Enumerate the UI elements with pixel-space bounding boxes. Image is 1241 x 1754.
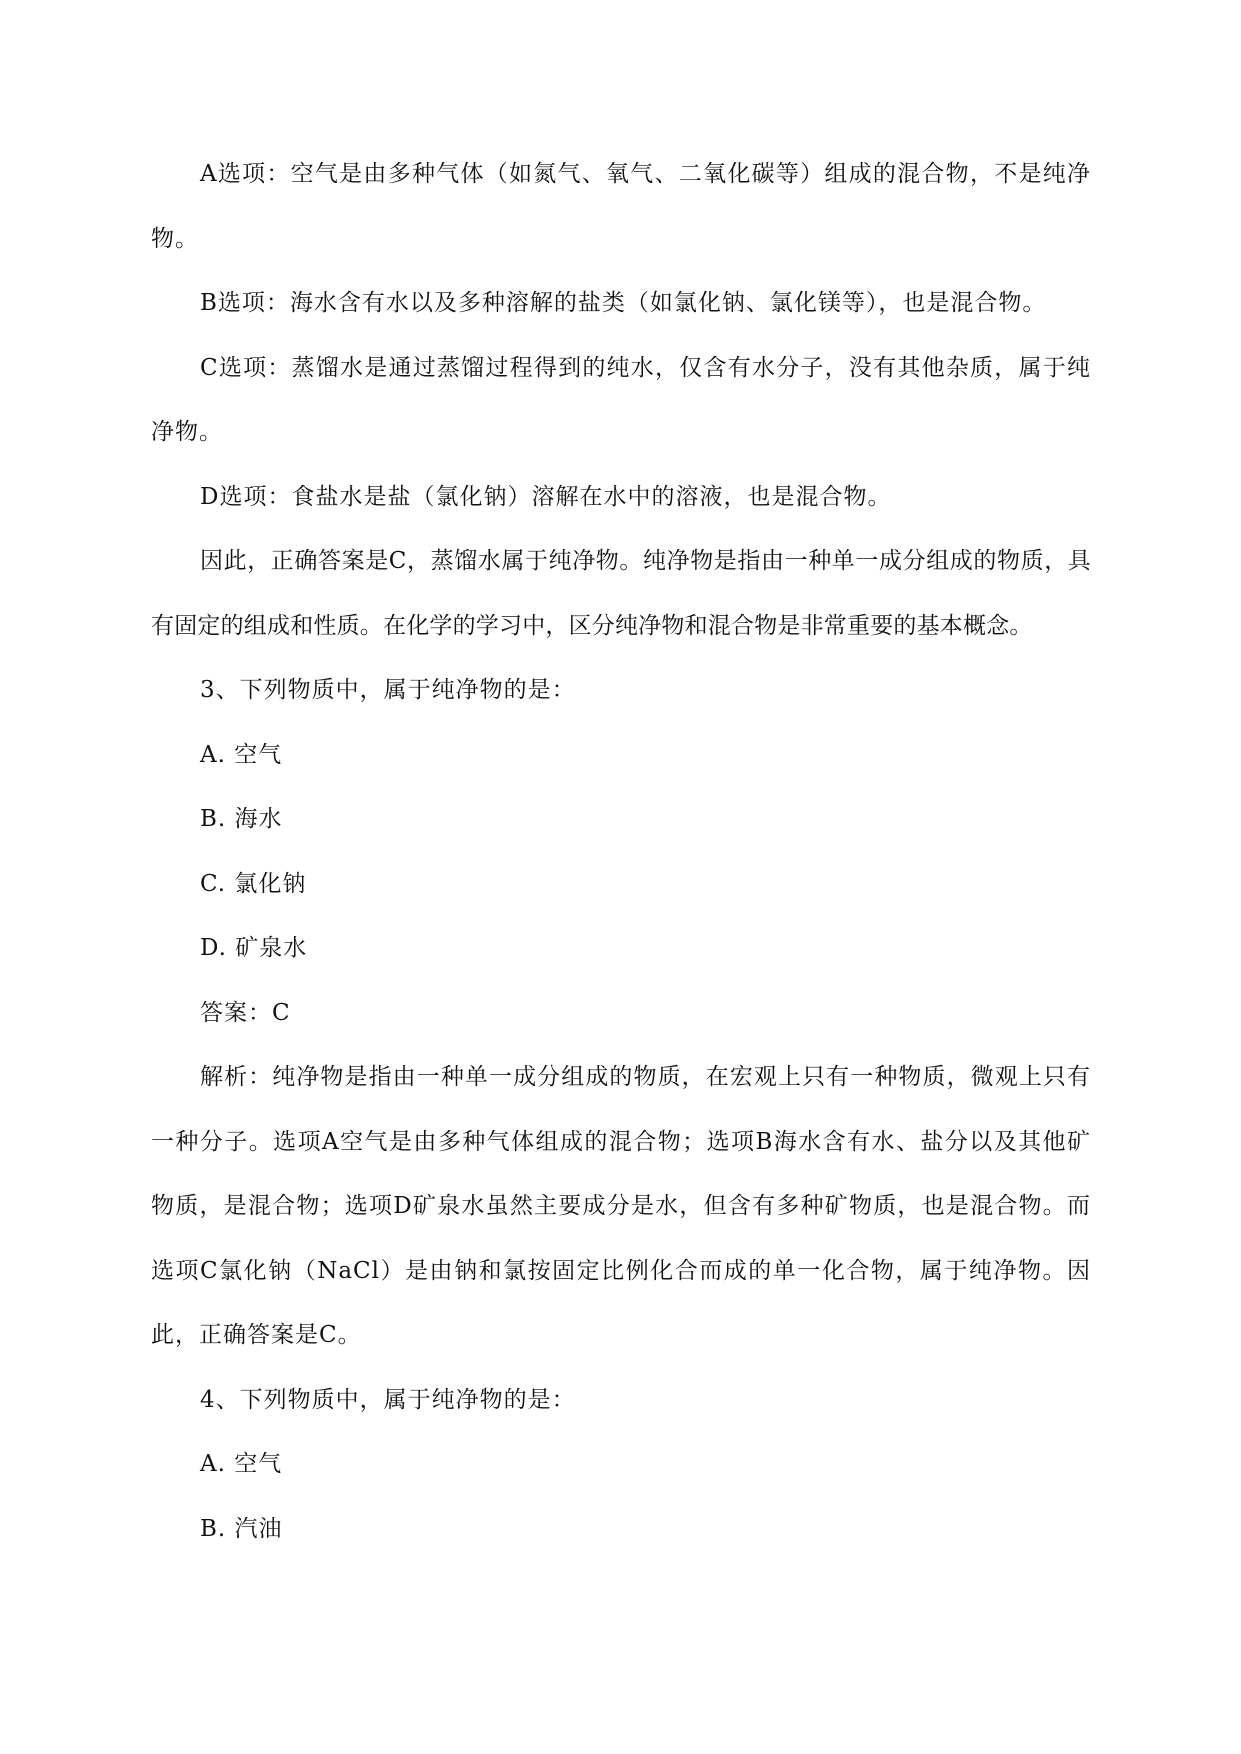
question-3-answer: 答案：C	[200, 999, 291, 1026]
question-3-stem: 3、下列物质中，属于纯净物的是：	[200, 677, 576, 703]
question-3-option-d: D. 矿泉水	[200, 935, 308, 961]
question-4-option-b: B. 汽油	[200, 1515, 283, 1542]
question-3-option-b: B. 海水	[200, 806, 283, 832]
question-3-option-a: A. 空气	[200, 741, 283, 768]
question-4-stem: 4、下列物质中，属于纯净物的是：	[200, 1386, 576, 1413]
analysis-conclusion: 因此，正确答案是C，蒸馏水属于纯净物。纯净物是指由一种单一成分组成的物质，具有固定的组成和性质。在化学的学习中，区分纯净物和混合物是非常重要的基本概念。	[151, 548, 1091, 639]
question-3-analysis: 解析：纯净物是指由一种单一成分组成的物质，在宏观上只有一种物质，微观上只有一种分子。选项A空气是由多种气体组成的混合物；选项B海水含有水、盐分以及其他矿物质，是混合物；选项D矿泉水虽然主要成分是水，但含有多种矿物质，也是混合物。而选项C氯化钠（NaCl）是由钠和氯按固定比例化合而成的单一化合物，属于纯净物。因此，正确答案是C。	[151, 1064, 1091, 1348]
question-3-option-c: C. 氯化钠	[200, 870, 307, 897]
analysis-option-b: B选项：海水含有水以及多种溶解的盐类（如氯化钠、氯化镁等），也是混合物。	[200, 290, 1047, 316]
analysis-option-a: A选项：空气是由多种气体（如氮气、氧气、二氧化碳等）组成的混合物，不是纯净物。	[151, 161, 1091, 252]
analysis-option-d: D选项：食盐水是盐（氯化钠）溶解在水中的溶液，也是混合物。	[200, 483, 892, 510]
analysis-option-c: C选项：蒸馏水是通过蒸馏过程得到的纯水，仅含有水分子，没有其他杂质，属于纯净物。	[151, 354, 1091, 445]
document-body	[151, 142, 1091, 1561]
question-4-option-a: A. 空气	[200, 1451, 283, 1477]
